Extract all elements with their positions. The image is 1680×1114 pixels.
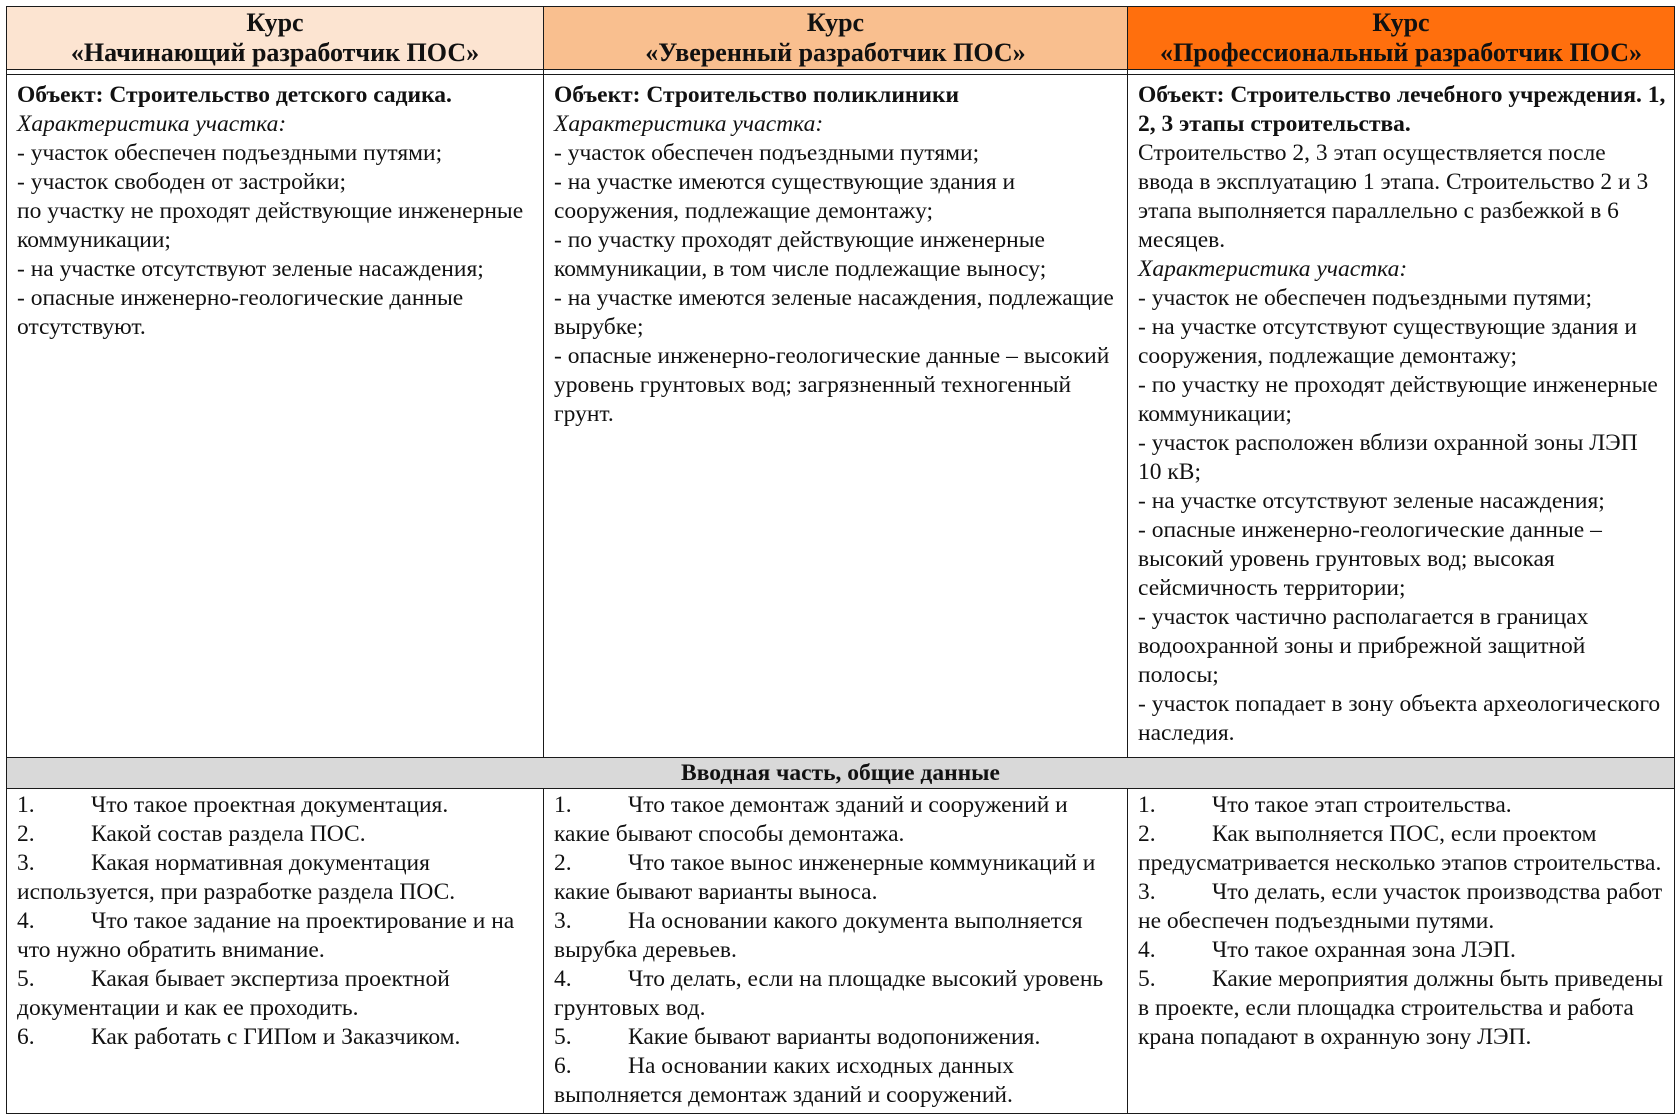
site-characteristic-item: - на участке имеются существующие здания и сооружения, подлежащие демонтажу; xyxy=(554,169,1016,224)
question-item xyxy=(554,965,1119,1023)
object-cell-confident xyxy=(544,75,1128,758)
question-item xyxy=(554,849,1119,907)
site-characteristic-item: - опасные инженерно-геологические данные отсутствуют. xyxy=(17,285,464,340)
course-word: Курс xyxy=(1372,8,1430,37)
site-characteristic-item: - участок расположен вблизи охранной зоны ЛЭП 10 кВ; xyxy=(1138,430,1638,485)
question-text: Что такое охранная зона ЛЭП. xyxy=(1212,937,1516,963)
site-characteristic-item: - опасные инженерно-геологические данные – высокий уровень грунтовых вод; загрязненный техногенный грунт. xyxy=(554,343,1110,427)
site-characteristic-item: - на участке отсутствуют зеленые насаждения; xyxy=(17,256,484,282)
question-number: 5. xyxy=(17,966,35,992)
question-item xyxy=(554,907,1119,965)
question-item xyxy=(1138,820,1666,878)
question-text: Что делать, если на площадке высокий уровень грунтовых вод. xyxy=(554,966,1104,1021)
question-number: 1. xyxy=(1138,792,1156,818)
question-item xyxy=(1138,936,1666,965)
question-text: Как выполняется ПОС, если проектом предусматривается несколько этапов строительства. xyxy=(1138,821,1662,876)
object-title: Объект: Строительство детского садика. xyxy=(17,82,452,108)
object-cell-professional xyxy=(1128,75,1675,758)
question-item xyxy=(17,791,535,820)
object-row xyxy=(7,75,1675,758)
question-item xyxy=(1138,878,1666,936)
question-text: Как работать с ГИПом и Заказчиком. xyxy=(91,1024,461,1050)
question-number: 2. xyxy=(554,850,572,876)
question-item xyxy=(554,1052,1119,1110)
site-characteristic-item: - участок не обеспечен подъездными путями; xyxy=(1138,285,1593,311)
question-text: Какие мероприятия должны быть приведены в проекте, если площадка строительства и работа крана попадают в охранную зону ЛЭП. xyxy=(1138,966,1664,1050)
questions-cell-confident xyxy=(544,789,1128,1114)
course-comparison-table xyxy=(6,6,1675,1114)
site-characteristic-item: - участок свободен от застройки; xyxy=(17,169,346,195)
course-header-confident xyxy=(544,7,1128,70)
question-number: 6. xyxy=(554,1053,572,1079)
question-text: Что такое демонтаж зданий и сооружений и какие бывают способы демонтажа. xyxy=(554,792,1068,847)
site-characteristic-item: - по участку не проходят действующие инженерные коммуникации; xyxy=(1138,372,1658,427)
course-word: Курс xyxy=(806,8,865,37)
course-header-row xyxy=(7,7,1675,70)
question-number: 5. xyxy=(554,1024,572,1050)
course-header-professional xyxy=(1128,7,1675,70)
question-item xyxy=(17,965,535,1023)
question-text: Какая нормативная документация используется, при разработке раздела ПОС. xyxy=(17,850,456,905)
questions-cell-beginner xyxy=(7,789,544,1114)
site-characteristic-item: - на участке отсутствуют зеленые насаждения; xyxy=(1138,488,1605,514)
question-text: На основании какого документа выполняется вырубка деревьев. xyxy=(554,908,1083,963)
course-name: «Профессиональный разработчик ПОС» xyxy=(1159,38,1642,67)
question-number: 2. xyxy=(17,821,35,847)
site-characteristic-item: - по участку проходят действующие инженерные коммуникации, в том числе подлежащие выносу; xyxy=(554,227,1047,282)
question-item xyxy=(1138,791,1666,820)
site-characteristic-item: - на участке имеются зеленые насаждения, подлежащие вырубке; xyxy=(554,285,1114,340)
question-number: 3. xyxy=(554,908,572,934)
site-characteristic-item: - участок попадает в зону объекта археологического наследия. xyxy=(1138,691,1661,746)
object-cell-beginner xyxy=(7,75,544,758)
question-item xyxy=(17,907,535,965)
question-text: Какие бывают варианты водопонижения. xyxy=(628,1024,1041,1050)
site-characteristic-item: - участок частично располагается в границах водоохранной зоны и прибрежной защитной полосы; xyxy=(1138,604,1589,688)
question-text: Какой состав раздела ПОС. xyxy=(91,821,366,847)
question-item xyxy=(1138,965,1666,1052)
question-number: 3. xyxy=(1138,879,1156,905)
question-number: 1. xyxy=(17,792,35,818)
question-text: Что такое этап строительства. xyxy=(1212,792,1512,818)
question-text: Что такое проектная документация. xyxy=(91,792,449,818)
question-text: Какая бывает экспертиза проектной документации и как ее проходить. xyxy=(17,966,450,1021)
course-header-beginner xyxy=(7,7,544,70)
question-number: 2. xyxy=(1138,821,1156,847)
question-text: Что делать, если участок производства работ не обеспечен подъездными путями. xyxy=(1138,879,1663,934)
question-item xyxy=(554,1023,1119,1052)
section-header-row xyxy=(7,758,1675,789)
object-title: Объект: Строительство поликлиники xyxy=(554,82,960,108)
question-item xyxy=(17,1023,535,1052)
questions-cell-professional xyxy=(1128,789,1675,1114)
object-title: Объект: Строительство лечебного учреждения. 1, 2, 3 этапы строительства. xyxy=(1138,82,1666,137)
course-name: «Начинающий разработчик ПОС» xyxy=(70,38,480,67)
site-characteristics-title: Характеристика участка: xyxy=(554,111,824,137)
course-name: «Уверенный разработчик ПОС» xyxy=(645,38,1026,67)
question-number: 3. xyxy=(17,850,35,876)
question-text: Что такое вынос инженерные коммуникаций и какие бывают варианты выноса. xyxy=(554,850,1096,905)
question-item xyxy=(17,820,535,849)
site-characteristic-item: - опасные инженерно-геологические данные – высокий уровень грунтовых вод; высокая сейсмичность территории; xyxy=(1138,517,1602,601)
question-number: 5. xyxy=(1138,966,1156,992)
questions-row xyxy=(7,789,1675,1114)
question-number: 4. xyxy=(17,908,35,934)
question-number: 4. xyxy=(554,966,572,992)
question-number: 1. xyxy=(554,792,572,818)
question-text: На основании каких исходных данных выполняется демонтаж зданий и сооружений. xyxy=(554,1053,1014,1108)
site-characteristic-item: - на участке отсутствуют существующие здания и сооружения, подлежащие демонтажу; xyxy=(1138,314,1637,369)
course-word: Курс xyxy=(246,8,304,37)
course-comparison-sheet xyxy=(6,6,1674,1114)
site-characteristics-title: Характеристика участка: xyxy=(1138,256,1408,282)
object-description: Строительство 2, 3 этап осуществляется после ввода в эксплуатацию 1 этапа. Строительство 2 и 3 этапа выполняется параллельно с разбежкой в 6 месяцев. xyxy=(1138,140,1649,253)
question-item xyxy=(17,849,535,907)
site-characteristic-item: - участок обеспечен подъездными путями; xyxy=(554,140,980,166)
question-number: 6. xyxy=(17,1024,35,1050)
site-characteristic-item: по участку не проходят действующие инженерные коммуникации; xyxy=(17,198,524,253)
question-number: 4. xyxy=(1138,937,1156,963)
question-item xyxy=(554,791,1119,849)
section-title: Вводная часть, общие данные xyxy=(7,758,1675,789)
site-characteristics-title: Характеристика участка: xyxy=(17,111,287,137)
site-characteristic-item: - участок обеспечен подъездными путями; xyxy=(17,140,443,166)
question-text: Что такое задание на проектирование и на что нужно обратить внимание. xyxy=(17,908,515,963)
